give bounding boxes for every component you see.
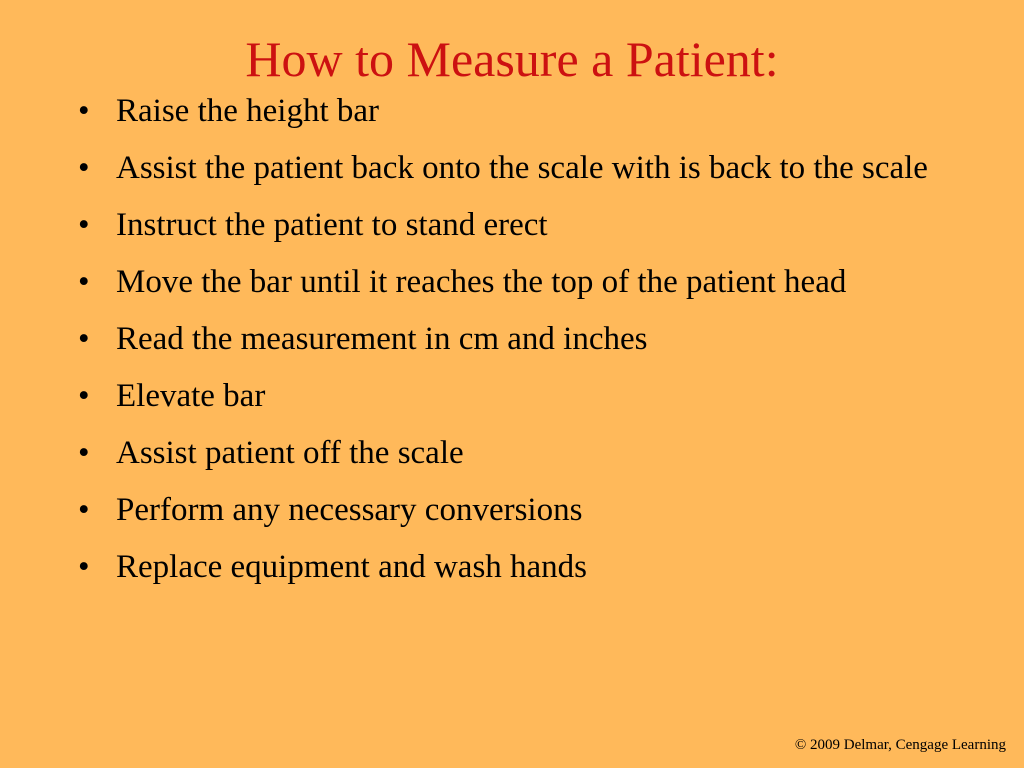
bullet-item	[74, 487, 974, 533]
slide-title: How to Measure a Patient:	[245, 31, 779, 87]
bullet-text: Replace equipment and wash hands	[116, 549, 588, 585]
bullet-text: Read the measurement in cm and inches	[116, 321, 648, 357]
bullet-text: Elevate bar	[116, 378, 266, 414]
bullet-item	[74, 373, 974, 419]
bullet-item	[74, 430, 974, 476]
bullet-text: Move the bar until it reaches the top of the patient head	[116, 264, 847, 300]
bullet-text: Perform any necessary conversions	[116, 492, 583, 528]
bullet-item	[74, 544, 974, 590]
bullet-item	[74, 145, 974, 191]
bullet-point-icon: •	[78, 492, 90, 528]
bullet-item	[74, 259, 974, 305]
bullet-point-icon: •	[78, 435, 90, 471]
bullet-point-icon: •	[78, 207, 90, 243]
bullet-point-icon: •	[78, 150, 90, 186]
bullet-point-icon: •	[78, 378, 90, 414]
bullet-list	[74, 88, 974, 601]
bullet-text: Assist the patient back onto the scale with is back to the scale	[116, 150, 928, 186]
bullet-text: Raise the height bar	[116, 93, 380, 129]
bullet-point-icon: •	[78, 93, 90, 129]
bullet-point-icon: •	[78, 321, 90, 357]
bullet-text: Instruct the patient to stand erect	[116, 207, 548, 243]
copyright-footer: © 2009 Delmar, Cengage Learning	[794, 737, 1006, 753]
bullet-item	[74, 316, 974, 362]
bullet-text: Assist patient off the scale	[116, 435, 464, 471]
bullet-item	[74, 88, 974, 134]
bullet-point-icon: •	[78, 549, 90, 585]
bullet-item	[74, 202, 974, 248]
bullet-point-icon: •	[78, 264, 90, 300]
